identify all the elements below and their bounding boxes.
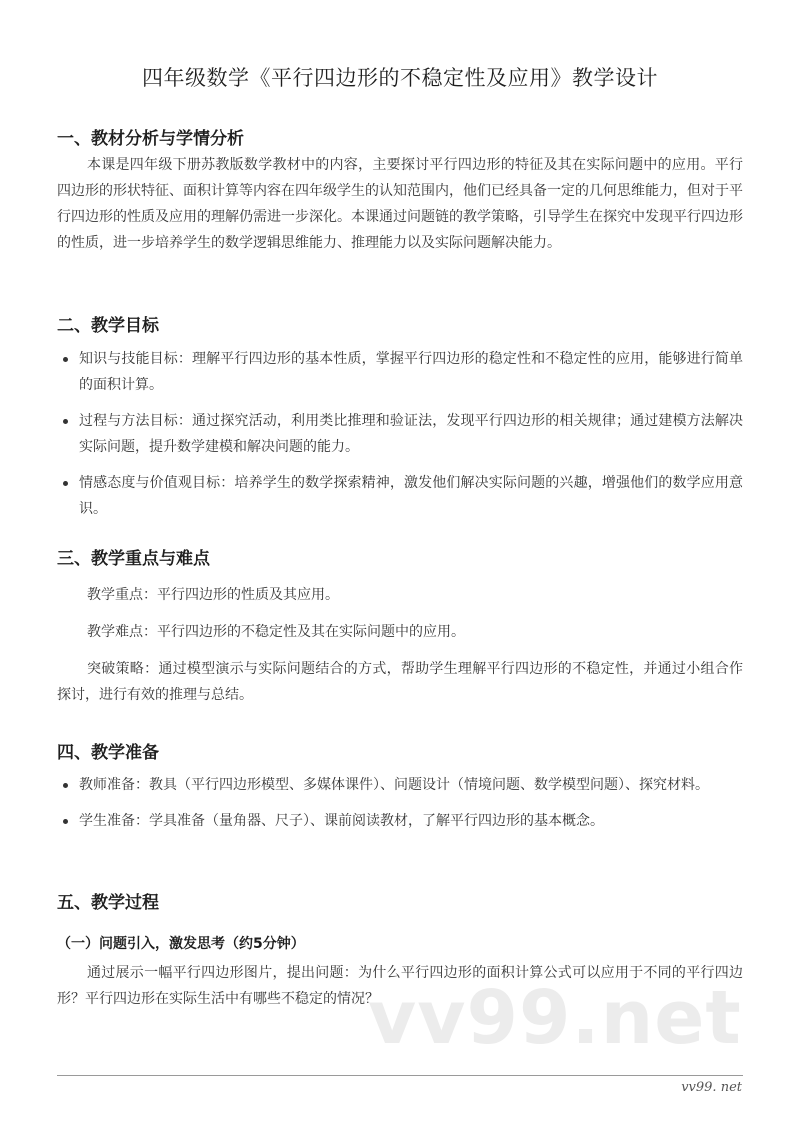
list-item bbox=[57, 346, 743, 398]
section-heading-objectives: 二、教学目标 bbox=[57, 316, 159, 336]
list-item-text: 过程与方法目标：通过探究活动，利用类比推理和验证法，发现平行四边形的相关规律；通过建模方法解决实际问题，提升数学建模和解决问题的能力。 bbox=[79, 413, 743, 455]
bullet-icon bbox=[63, 783, 68, 788]
bullet-icon bbox=[63, 481, 68, 486]
bullet-icon bbox=[63, 819, 68, 824]
list-item-text: 情感态度与价值观目标：培养学生的数学探索精神，激发他们解决实际问题的兴趣，增强他们的数学应用意识。 bbox=[79, 475, 743, 517]
section-heading-analysis: 一、教材分析与学情分析 bbox=[57, 129, 244, 149]
list-item bbox=[57, 408, 743, 460]
watermark: vv99.net bbox=[368, 975, 742, 1061]
difficulty-line: 教学难点：平行四边形的不稳定性及其在实际问题中的应用。 bbox=[87, 624, 465, 640]
preparation-list bbox=[57, 772, 743, 844]
list-item-text: 知识与技能目标：理解平行四边形的基本性质，掌握平行四边形的稳定性和不稳定性的应用，能够进行简单的面积计算。 bbox=[79, 351, 743, 393]
strategy-paragraph: 突破策略：通过模型演示与实际问题结合的方式，帮助学生理解平行四边形的不稳定性，并通过小组合作探讨，进行有效的推理与总结。 bbox=[57, 661, 743, 703]
list-item-text: 教师准备：教具（平行四边形模型、多媒体课件）、问题设计（情境问题、数学模型问题）、探究材料。 bbox=[79, 777, 709, 793]
list-item bbox=[57, 470, 743, 522]
section-paragraph-analysis: 本课是四年级下册苏教版数学教材中的内容，主要探讨平行四边形的特征及其在实际问题中的应用。平行四边形的形状特征、面积计算等内容在四年级学生的认知范围内，他们已经具备一定的几何思维能力，但对于平行四边形的性质及应用的理解仍需进一步深化。本课通过问题链的教学策略，引导学生在探究中发现平行四边形的性质，进一步培养学生的数学逻辑思维能力、推理能力以及实际问题解决能力。 bbox=[57, 157, 743, 251]
section-heading-preparation: 四、教学准备 bbox=[57, 743, 159, 763]
list-item-text: 学生准备：学具准备（量角器、尺子）、课前阅读教材，了解平行四边形的基本概念。 bbox=[79, 813, 604, 829]
subsection-heading-intro: （一）问题引入，激发思考（约5分钟） bbox=[57, 936, 305, 952]
bullet-icon bbox=[63, 357, 68, 362]
document-title: 四年级数学《平行四边形的不稳定性及应用》教学设计 bbox=[142, 66, 658, 90]
bullet-icon bbox=[63, 419, 68, 424]
key-point-line: 教学重点：平行四边形的性质及其应用。 bbox=[87, 587, 339, 603]
section-heading-key-points: 三、教学重点与难点 bbox=[57, 549, 210, 569]
footer-site-label: vv99. net bbox=[681, 1080, 742, 1095]
footer-divider bbox=[57, 1075, 743, 1076]
subsection-paragraph-intro: 通过展示一幅平行四边形图片，提出问题：为什么平行四边形的面积计算公式可以应用于不同的平行四边形？平行四边形在实际生活中有哪些不稳定的情况？ bbox=[57, 965, 743, 1007]
objectives-list bbox=[57, 346, 743, 532]
list-item bbox=[57, 808, 743, 834]
section-heading-process: 五、教学过程 bbox=[57, 893, 159, 913]
list-item bbox=[57, 772, 743, 798]
